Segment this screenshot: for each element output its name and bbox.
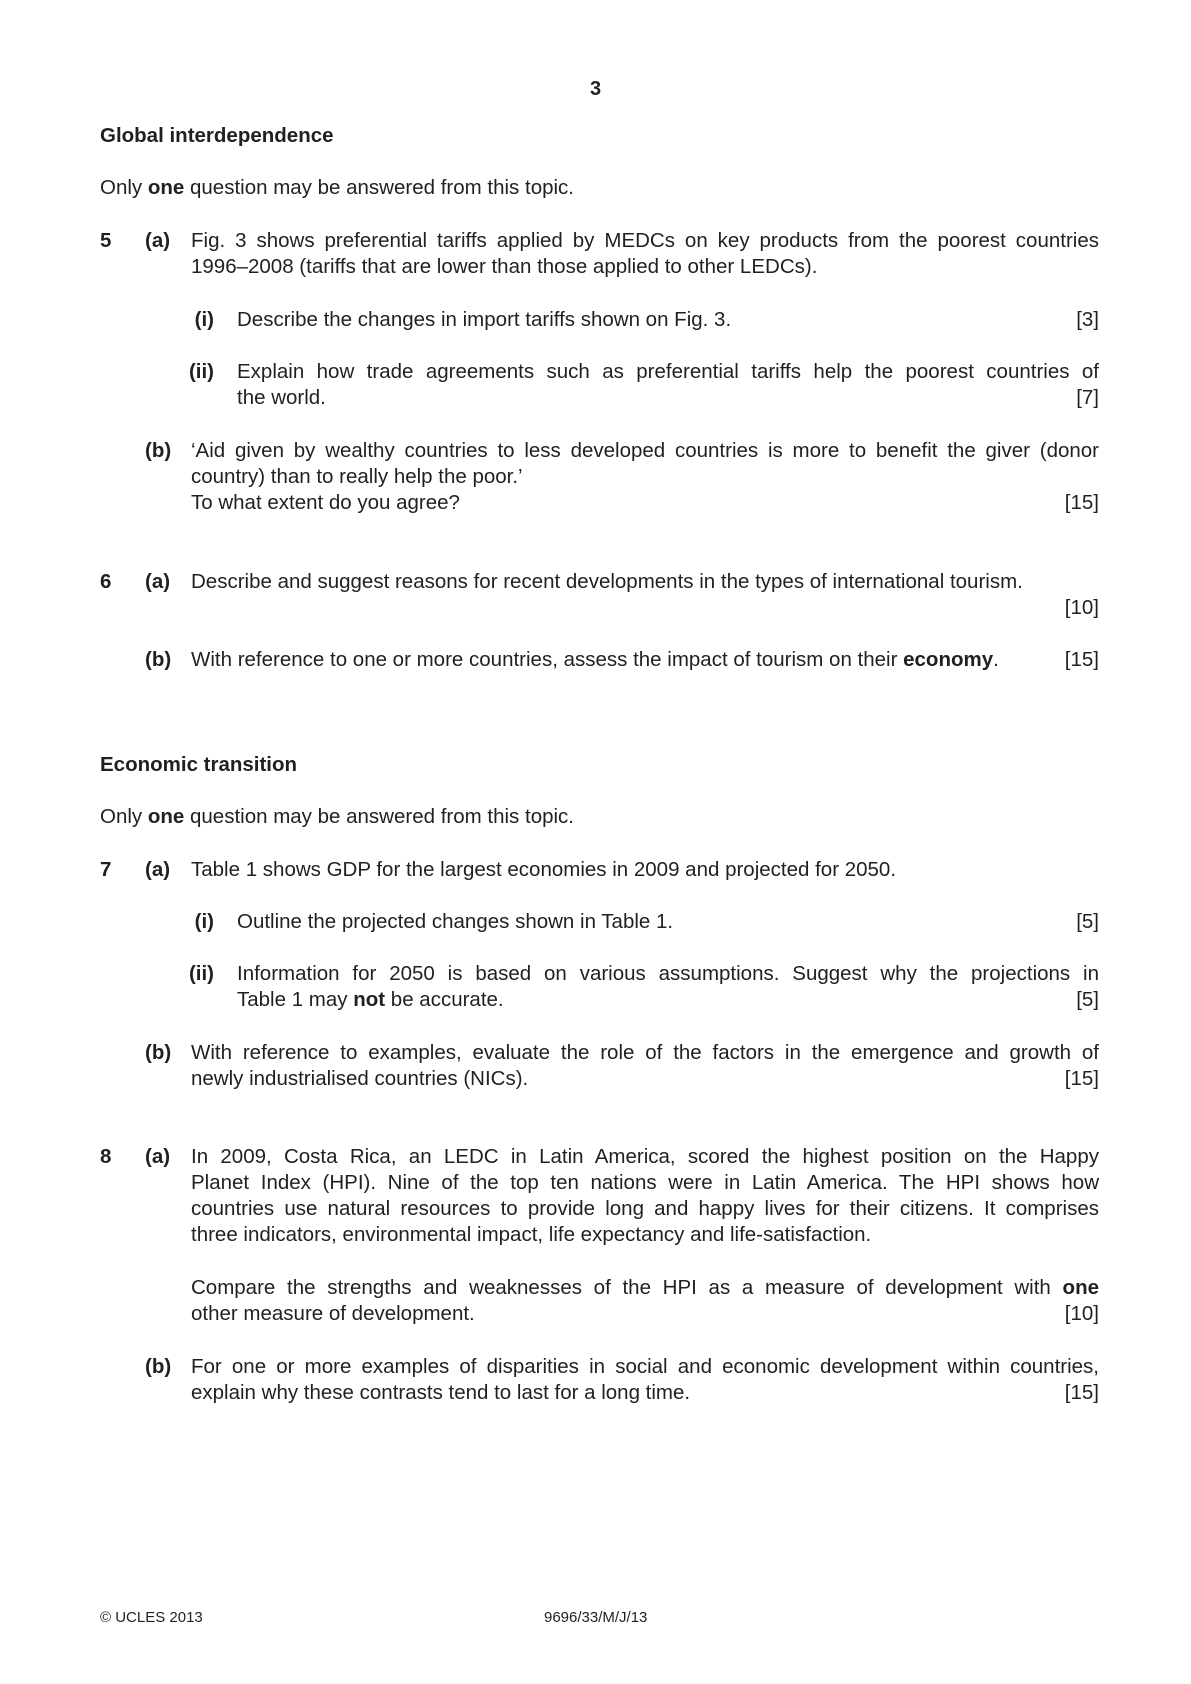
subpart-label: (i) bbox=[194, 308, 214, 331]
part-label: (b) bbox=[145, 439, 172, 462]
mark-allocation: [5] bbox=[1076, 988, 1099, 1011]
part-label: (b) bbox=[145, 1355, 172, 1378]
section-heading-global-interdependence: Global interdependence bbox=[100, 124, 334, 147]
part-label: (a) bbox=[145, 570, 171, 593]
section-heading-economic-transition: Economic transition bbox=[100, 753, 298, 776]
question-8b-text: For one or more examples of disparities in social and economic development within countries, explain why these contrasts tend to last for a long time. [15] bbox=[191, 1355, 1099, 1404]
footer-copyright: © UCLES 2013 bbox=[100, 1609, 203, 1626]
question-5a-text: Fig. 3 shows preferential tariffs applied by MEDCs on key products from the poorest countries 1996–2008 (tariffs that are lower than those applied to other LEDCs). bbox=[191, 229, 1099, 278]
question-number-8: 8 bbox=[100, 1145, 112, 1168]
subpart-label: (ii) bbox=[188, 962, 214, 985]
mark-allocation: [15] bbox=[1064, 491, 1099, 514]
question-7ai-text: Outline the projected changes shown in Table 1. [5] bbox=[237, 910, 1099, 933]
part-label: (a) bbox=[145, 858, 171, 881]
part-label: (b) bbox=[145, 648, 172, 671]
section-note: Only one question may be answered from this topic. bbox=[100, 805, 575, 828]
question-5aii-text: Explain how trade agreements such as preferential tariffs help the poorest countries of the world. [7] bbox=[237, 360, 1099, 409]
question-8a-task: Compare the strengths and weaknesses of the HPI as a measure of development with one other measure of development. [10] bbox=[191, 1276, 1099, 1325]
page-number: 3 bbox=[589, 78, 602, 100]
subpart-label: (ii) bbox=[188, 360, 214, 383]
mark-allocation: [10] bbox=[1064, 596, 1099, 619]
part-label: (b) bbox=[145, 1041, 172, 1064]
question-5b-text: ‘Aid given by wealthy countries to less developed countries is more to benefit the giver (donor country) than to really help the poor.’ To what extent do you agree? [15] bbox=[191, 439, 1099, 514]
mark-allocation: [7] bbox=[1076, 386, 1099, 409]
mark-allocation: [10] bbox=[1064, 1302, 1099, 1325]
mark-allocation: [15] bbox=[1064, 1381, 1099, 1404]
mark-allocation: [5] bbox=[1076, 910, 1099, 933]
question-6b-text: With reference to one or more countries, assess the impact of tourism on their economy. [15] bbox=[191, 648, 1099, 671]
question-6a-text: Describe and suggest reasons for recent developments in the types of international tourism. [10] bbox=[191, 570, 1099, 619]
question-number-5: 5 bbox=[100, 229, 112, 252]
part-label: (a) bbox=[145, 229, 171, 252]
section-note: Only one question may be answered from this topic. bbox=[100, 176, 575, 199]
subpart-label: (i) bbox=[194, 910, 214, 933]
mark-allocation: [15] bbox=[1064, 1067, 1099, 1090]
footer-paper-code: 9696/33/M/J/13 bbox=[544, 1609, 648, 1626]
question-number-6: 6 bbox=[100, 570, 112, 593]
question-8a-text: In 2009, Costa Rica, an LEDC in Latin America, scored the highest position on the Happy Planet Index (HPI). Nine of the top ten nations were in Latin America. The HPI shows how countries use natural resources to provide long and happy lives for their citizens. It comprises three indicators, environmental impact, life expectancy and life-satisfaction. bbox=[191, 1145, 1099, 1246]
part-label: (a) bbox=[145, 1145, 171, 1168]
question-5ai-text: Describe the changes in import tariffs shown on Fig. 3. [3] bbox=[237, 308, 1099, 331]
question-7b-text: With reference to examples, evaluate the role of the factors in the emergence and growth of newly industrialised countries (NICs). [15] bbox=[191, 1041, 1099, 1090]
question-number-7: 7 bbox=[100, 858, 112, 881]
question-7aii-text: Information for 2050 is based on various assumptions. Suggest why the projections in Table 1 may not be accurate. [5] bbox=[237, 962, 1099, 1011]
question-7a-text: Table 1 shows GDP for the largest economies in 2009 and projected for 2050. bbox=[191, 858, 897, 881]
mark-allocation: [15] bbox=[1064, 648, 1099, 671]
mark-allocation: [3] bbox=[1076, 308, 1099, 331]
